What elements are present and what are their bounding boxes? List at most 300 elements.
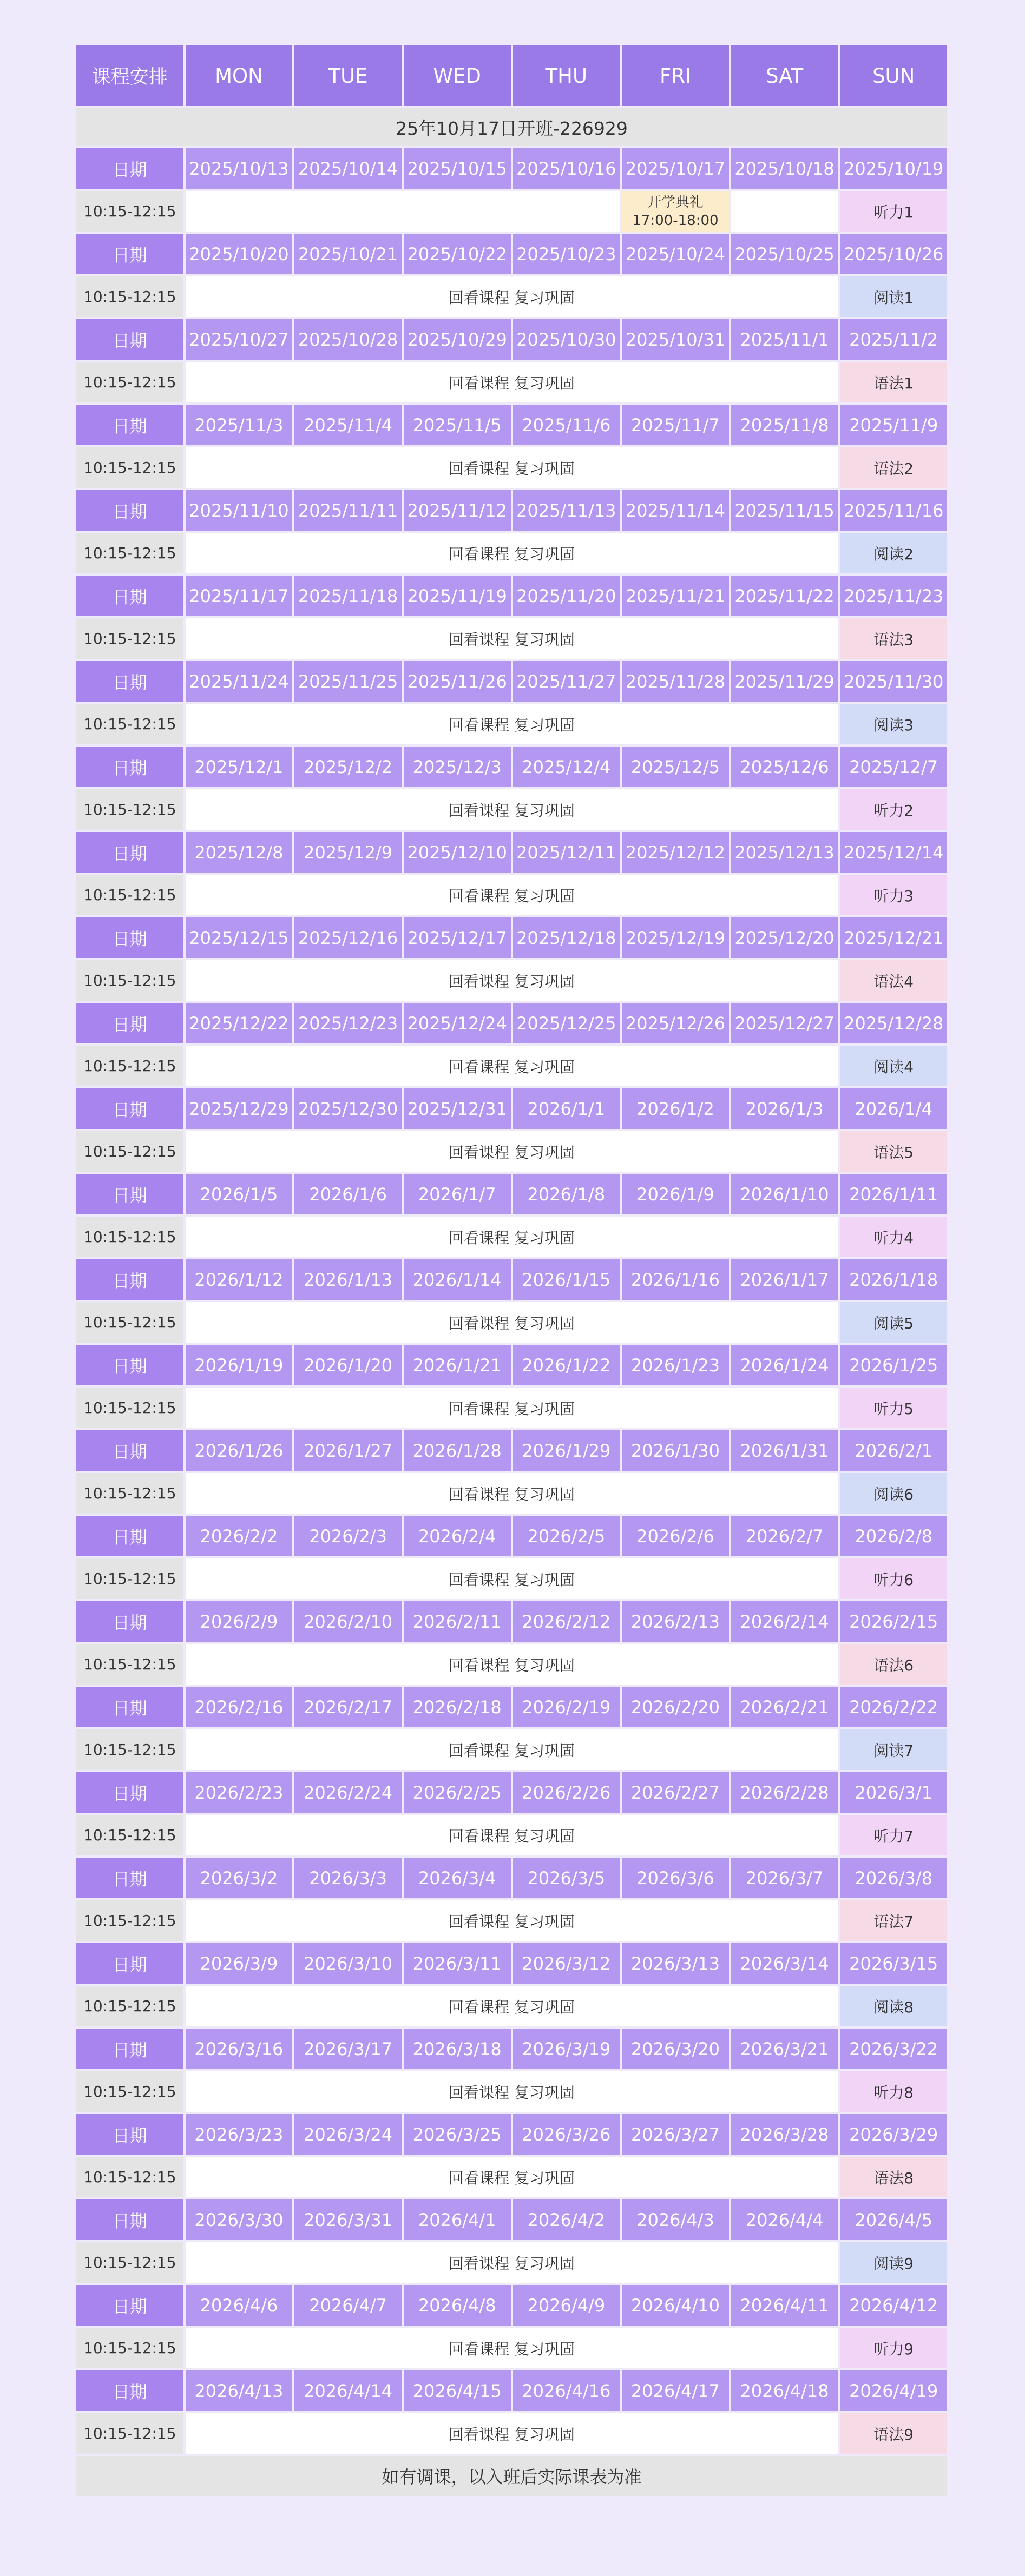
date-row-label: 日期 [76, 2199, 183, 2240]
date-cell: 2026/3/2 [186, 1858, 293, 1898]
review-cell: 回看课程 复习巩固 [186, 1046, 838, 1086]
date-cell: 2026/1/18 [840, 1259, 947, 1300]
date-cell: 2025/12/24 [404, 1003, 511, 1043]
sunday-lesson: 阅读1 [840, 276, 947, 317]
date-cell: 2026/2/15 [840, 1601, 947, 1642]
date-cell: 2025/10/27 [186, 319, 293, 360]
sunday-lesson: 阅读6 [840, 1473, 947, 1514]
review-cell: 回看课程 复习巩固 [186, 1815, 838, 1855]
date-cell: 2026/1/4 [840, 1088, 947, 1129]
date-row-label: 日期 [76, 1003, 183, 1043]
time-slot-label: 10:15-12:15 [76, 960, 183, 1001]
time-slot-label: 10:15-12:15 [76, 1388, 183, 1428]
review-cell: 回看课程 复习巩固 [186, 1900, 838, 1941]
date-cell: 2025/11/15 [731, 490, 838, 531]
date-row-label: 日期 [76, 2370, 183, 2411]
date-cell: 2026/1/7 [404, 1174, 511, 1214]
date-cell: 2025/10/16 [513, 148, 620, 189]
date-cell: 2026/4/10 [622, 2285, 729, 2326]
date-cell: 2025/12/27 [731, 1003, 838, 1043]
date-cell: 2026/4/14 [294, 2370, 402, 2411]
week-lesson-row [76, 1131, 947, 1172]
date-cell: 2025/11/21 [622, 576, 729, 616]
time-slot-label: 10:15-12:15 [76, 618, 183, 659]
review-cell: 回看课程 复习巩固 [186, 2413, 838, 2454]
date-cell: 2025/11/20 [513, 576, 620, 616]
date-cell: 2026/3/7 [731, 1858, 838, 1898]
date-cell: 2026/3/1 [840, 1772, 947, 1813]
time-slot-label: 10:15-12:15 [76, 276, 183, 317]
week-date-row [76, 661, 947, 702]
date-cell: 2026/1/26 [186, 1430, 293, 1471]
date-cell: 2025/10/28 [294, 319, 402, 360]
date-cell: 2026/4/19 [840, 2370, 947, 2411]
header-corner: 课程安排 [76, 45, 183, 106]
review-cell: 回看课程 复习巩固 [186, 1558, 838, 1599]
empty-slot [186, 191, 620, 232]
time-slot-label: 10:15-12:15 [76, 1900, 183, 1941]
review-cell: 回看课程 复习巩固 [186, 789, 838, 830]
date-cell: 2026/4/4 [731, 2199, 838, 2240]
week-date-row [76, 917, 947, 958]
sunday-lesson: 语法3 [840, 618, 947, 659]
date-row-label: 日期 [76, 1943, 183, 1984]
week-date-row [76, 234, 947, 274]
sunday-lesson: 阅读9 [840, 2242, 947, 2283]
sunday-lesson: 阅读2 [840, 533, 947, 573]
time-slot-label: 10:15-12:15 [76, 1729, 183, 1770]
time-slot-label: 10:15-12:15 [76, 2413, 183, 2454]
date-cell: 2025/12/28 [840, 1003, 947, 1043]
date-cell: 2026/1/24 [731, 1345, 838, 1385]
week-date-row [76, 747, 947, 787]
date-cell: 2025/12/12 [622, 832, 729, 873]
time-slot-label: 10:15-12:15 [76, 1046, 183, 1086]
time-slot-label: 10:15-12:15 [76, 2242, 183, 2283]
date-cell: 2026/2/16 [186, 1687, 293, 1727]
date-cell: 2025/10/18 [731, 148, 838, 189]
date-row-label: 日期 [76, 1345, 183, 1385]
date-cell: 2026/4/3 [622, 2199, 729, 2240]
date-row-label: 日期 [76, 148, 183, 189]
sunday-lesson: 阅读3 [840, 704, 947, 744]
week-lesson-row [76, 533, 947, 573]
week-date-row [76, 2285, 947, 2326]
date-cell: 2025/11/25 [294, 661, 402, 702]
date-cell: 2026/2/14 [731, 1601, 838, 1642]
date-cell: 2026/3/27 [622, 2114, 729, 2155]
time-slot-label: 10:15-12:15 [76, 2328, 183, 2368]
week-lesson-row [76, 191, 947, 232]
date-cell: 2026/4/17 [622, 2370, 729, 2411]
date-cell: 2025/12/20 [731, 917, 838, 958]
date-cell: 2025/11/14 [622, 490, 729, 531]
week-lesson-row [76, 1046, 947, 1086]
date-cell: 2026/2/9 [186, 1601, 293, 1642]
date-cell: 2026/4/5 [840, 2199, 947, 2240]
date-cell: 2025/10/17 [622, 148, 729, 189]
week-date-row [76, 1259, 947, 1300]
week-date-row [76, 1430, 947, 1471]
date-cell: 2026/3/24 [294, 2114, 402, 2155]
date-cell: 2026/2/13 [622, 1601, 729, 1642]
review-cell: 回看课程 复习巩固 [186, 276, 838, 317]
week-date-row [76, 576, 947, 616]
date-row-label: 日期 [76, 405, 183, 445]
date-cell: 2026/2/11 [404, 1601, 511, 1642]
date-cell: 2026/2/2 [186, 1516, 293, 1556]
week-date-row [76, 1174, 947, 1214]
date-cell: 2026/3/5 [513, 1858, 620, 1898]
time-slot-label: 10:15-12:15 [76, 362, 183, 402]
time-slot-label: 10:15-12:15 [76, 1644, 183, 1685]
date-row-label: 日期 [76, 1601, 183, 1642]
date-cell: 2026/1/11 [840, 1174, 947, 1214]
date-cell: 2025/11/16 [840, 490, 947, 531]
date-cell: 2026/3/20 [622, 2029, 729, 2069]
week-lesson-row [76, 1986, 947, 2026]
date-cell: 2025/12/30 [294, 1088, 402, 1129]
week-lesson-row [76, 1815, 947, 1855]
sunday-lesson: 听力9 [840, 2328, 947, 2368]
date-cell: 2025/10/21 [294, 234, 402, 274]
date-cell: 2026/4/15 [404, 2370, 511, 2411]
date-cell: 2026/3/21 [731, 2029, 838, 2069]
week-date-row [76, 1687, 947, 1727]
date-cell: 2026/2/12 [513, 1601, 620, 1642]
date-cell: 2026/3/23 [186, 2114, 293, 2155]
week-lesson-row [76, 276, 947, 317]
date-cell: 2026/3/13 [622, 1943, 729, 1984]
date-row-label: 日期 [76, 2114, 183, 2155]
date-cell: 2025/11/3 [186, 405, 293, 445]
date-cell: 2026/1/8 [513, 1174, 620, 1214]
ceremony-title: 开学典礼 [647, 194, 704, 210]
date-cell: 2025/11/30 [840, 661, 947, 702]
date-cell: 2025/11/24 [186, 661, 293, 702]
date-cell: 2025/11/28 [622, 661, 729, 702]
sunday-lesson: 听力8 [840, 2071, 947, 2112]
date-row-label: 日期 [76, 832, 183, 873]
date-cell: 2026/3/14 [731, 1943, 838, 1984]
date-row-label: 日期 [76, 747, 183, 787]
review-cell: 回看课程 复习巩固 [186, 2242, 838, 2283]
date-cell: 2026/2/6 [622, 1516, 729, 1556]
review-cell: 回看课程 复习巩固 [186, 960, 838, 1001]
sunday-lesson: 听力6 [840, 1558, 947, 1599]
sunday-lesson: 听力1 [840, 191, 947, 232]
date-cell: 2025/12/3 [404, 747, 511, 787]
date-cell: 2026/1/10 [731, 1174, 838, 1214]
week-lesson-row [76, 1217, 947, 1257]
date-cell: 2025/10/23 [513, 234, 620, 274]
time-slot-label: 10:15-12:15 [76, 2157, 183, 2197]
date-cell: 2025/11/10 [186, 490, 293, 531]
date-cell: 2026/2/17 [294, 1687, 402, 1727]
date-cell: 2026/1/19 [186, 1345, 293, 1385]
sunday-lesson: 阅读4 [840, 1046, 947, 1086]
date-cell: 2025/10/26 [840, 234, 947, 274]
date-cell: 2026/1/22 [513, 1345, 620, 1385]
date-cell: 2025/12/14 [840, 832, 947, 873]
date-cell: 2025/11/18 [294, 576, 402, 616]
date-cell: 2025/10/22 [404, 234, 511, 274]
date-cell: 2026/2/4 [404, 1516, 511, 1556]
date-cell: 2026/1/25 [840, 1345, 947, 1385]
date-cell: 2025/12/29 [186, 1088, 293, 1129]
time-slot-label: 10:15-12:15 [76, 447, 183, 488]
date-cell: 2025/11/1 [731, 319, 838, 360]
date-cell: 2026/3/19 [513, 2029, 620, 2069]
date-cell: 2026/3/8 [840, 1858, 947, 1898]
class-title: 25年10月17日开班-226929 [76, 108, 947, 146]
date-cell: 2026/4/11 [731, 2285, 838, 2326]
sunday-lesson: 语法7 [840, 1900, 947, 1941]
date-cell: 2025/12/8 [186, 832, 293, 873]
header-day-mon: MON [186, 45, 293, 106]
sunday-lesson: 听力3 [840, 875, 947, 915]
review-cell: 回看课程 复习巩固 [186, 1131, 838, 1172]
time-slot-label: 10:15-12:15 [76, 1815, 183, 1855]
week-lesson-row [76, 2413, 947, 2454]
review-cell: 回看课程 复习巩固 [186, 1388, 838, 1428]
week-lesson-row [76, 1473, 947, 1514]
date-cell: 2025/12/4 [513, 747, 620, 787]
date-cell: 2025/11/7 [622, 405, 729, 445]
review-cell: 回看课程 复习巩固 [186, 362, 838, 402]
date-cell: 2026/4/6 [186, 2285, 293, 2326]
review-cell: 回看课程 复习巩固 [186, 2071, 838, 2112]
review-cell: 回看课程 复习巩固 [186, 1729, 838, 1770]
opening-ceremony-cell [622, 191, 729, 232]
week-lesson-row [76, 1302, 947, 1343]
date-cell: 2026/3/6 [622, 1858, 729, 1898]
date-row-label: 日期 [76, 1430, 183, 1471]
date-cell: 2025/11/29 [731, 661, 838, 702]
date-cell: 2026/1/17 [731, 1259, 838, 1300]
date-row-label: 日期 [76, 2285, 183, 2326]
time-slot-label: 10:15-12:15 [76, 1302, 183, 1343]
time-slot-label: 10:15-12:15 [76, 1473, 183, 1514]
date-row-label: 日期 [76, 1516, 183, 1556]
date-cell: 2026/3/11 [404, 1943, 511, 1984]
date-cell: 2026/2/7 [731, 1516, 838, 1556]
date-cell: 2026/2/26 [513, 1772, 620, 1813]
week-date-row [76, 490, 947, 531]
date-cell: 2025/11/27 [513, 661, 620, 702]
week-lesson-row [76, 447, 947, 488]
review-cell: 回看课程 复习巩固 [186, 1986, 838, 2026]
date-cell: 2025/10/24 [622, 234, 729, 274]
date-cell: 2026/4/16 [513, 2370, 620, 2411]
date-cell: 2026/2/19 [513, 1687, 620, 1727]
footer-row [76, 2456, 947, 2496]
date-cell: 2026/3/31 [294, 2199, 402, 2240]
date-cell: 2025/10/29 [404, 319, 511, 360]
date-cell: 2025/12/2 [294, 747, 402, 787]
time-slot-label: 10:15-12:15 [76, 1131, 183, 1172]
date-cell: 2025/11/26 [404, 661, 511, 702]
week-lesson-row [76, 1558, 947, 1599]
week-date-row [76, 405, 947, 445]
header-day-thu: THU [513, 45, 620, 106]
review-cell: 回看课程 复习巩固 [186, 875, 838, 915]
date-row-label: 日期 [76, 490, 183, 531]
date-cell: 2026/1/9 [622, 1174, 729, 1214]
date-cell: 2026/1/12 [186, 1259, 293, 1300]
date-cell: 2026/1/29 [513, 1430, 620, 1471]
review-cell: 回看课程 复习巩固 [186, 447, 838, 488]
date-cell: 2026/3/26 [513, 2114, 620, 2155]
date-cell: 2025/10/15 [404, 148, 511, 189]
date-cell: 2026/1/15 [513, 1259, 620, 1300]
time-slot-label: 10:15-12:15 [76, 1217, 183, 1257]
date-cell: 2026/3/12 [513, 1943, 620, 1984]
empty-slot [731, 191, 838, 232]
sunday-lesson: 语法8 [840, 2157, 947, 2197]
date-cell: 2025/10/14 [294, 148, 402, 189]
date-cell: 2026/3/28 [731, 2114, 838, 2155]
footer-note: 如有调课，以入班后实际课表为准 [76, 2456, 947, 2496]
time-slot-label: 10:15-12:15 [76, 1986, 183, 2026]
date-cell: 2026/3/3 [294, 1858, 402, 1898]
week-lesson-row [76, 1388, 947, 1428]
date-cell: 2025/10/30 [513, 319, 620, 360]
week-lesson-row [76, 618, 947, 659]
date-cell: 2026/3/9 [186, 1943, 293, 1984]
date-cell: 2026/2/22 [840, 1687, 947, 1727]
date-cell: 2026/2/24 [294, 1772, 402, 1813]
date-cell: 2026/4/18 [731, 2370, 838, 2411]
review-cell: 回看课程 复习巩固 [186, 2157, 838, 2197]
date-cell: 2025/11/11 [294, 490, 402, 531]
sunday-lesson: 听力2 [840, 789, 947, 830]
date-cell: 2026/1/14 [404, 1259, 511, 1300]
date-cell: 2026/3/17 [294, 2029, 402, 2069]
review-cell: 回看课程 复习巩固 [186, 618, 838, 659]
date-cell: 2025/12/9 [294, 832, 402, 873]
date-cell: 2026/2/10 [294, 1601, 402, 1642]
date-cell: 2026/1/21 [404, 1345, 511, 1385]
date-cell: 2025/11/9 [840, 405, 947, 445]
date-cell: 2025/12/6 [731, 747, 838, 787]
date-row-label: 日期 [76, 661, 183, 702]
date-cell: 2026/1/28 [404, 1430, 511, 1471]
header-day-tue: TUE [294, 45, 402, 106]
date-cell: 2026/1/2 [622, 1088, 729, 1129]
time-slot-label: 10:15-12:15 [76, 704, 183, 744]
header-day-sat: SAT [731, 45, 838, 106]
date-cell: 2025/12/19 [622, 917, 729, 958]
week-date-row [76, 148, 947, 189]
time-slot-label: 10:15-12:15 [76, 191, 183, 232]
date-cell: 2025/12/23 [294, 1003, 402, 1043]
date-cell: 2025/12/18 [513, 917, 620, 958]
date-cell: 2026/2/21 [731, 1687, 838, 1727]
date-cell: 2026/3/30 [186, 2199, 293, 2240]
date-cell: 2025/12/22 [186, 1003, 293, 1043]
week-date-row [76, 2114, 947, 2155]
date-cell: 2025/11/8 [731, 405, 838, 445]
time-slot-label: 10:15-12:15 [76, 875, 183, 915]
date-cell: 2026/3/15 [840, 1943, 947, 1984]
date-cell: 2026/2/8 [840, 1516, 947, 1556]
date-cell: 2026/2/3 [294, 1516, 402, 1556]
ceremony-time: 17:00-18:00 [632, 212, 719, 229]
schedule-body [76, 108, 947, 2454]
date-cell: 2026/4/8 [404, 2285, 511, 2326]
week-lesson-row [76, 1729, 947, 1770]
header-day-sun: SUN [840, 45, 947, 106]
date-cell: 2025/12/16 [294, 917, 402, 958]
date-cell: 2025/11/22 [731, 576, 838, 616]
date-row-label: 日期 [76, 2029, 183, 2069]
date-cell: 2026/2/18 [404, 1687, 511, 1727]
date-cell: 2026/4/1 [404, 2199, 511, 2240]
date-cell: 2025/10/31 [622, 319, 729, 360]
week-date-row [76, 1516, 947, 1556]
date-cell: 2026/3/22 [840, 2029, 947, 2069]
date-cell: 2025/10/13 [186, 148, 293, 189]
date-cell: 2025/11/13 [513, 490, 620, 531]
date-cell: 2025/12/15 [186, 917, 293, 958]
date-cell: 2025/12/17 [404, 917, 511, 958]
week-lesson-row [76, 875, 947, 915]
review-cell: 回看课程 复习巩固 [186, 1217, 838, 1257]
date-cell: 2025/11/17 [186, 576, 293, 616]
week-date-row [76, 1943, 947, 1984]
review-cell: 回看课程 复习巩固 [186, 2328, 838, 2368]
date-row-label: 日期 [76, 917, 183, 958]
date-cell: 2025/12/10 [404, 832, 511, 873]
date-cell: 2025/11/12 [404, 490, 511, 531]
date-row-label: 日期 [76, 319, 183, 360]
sunday-lesson: 阅读5 [840, 1302, 947, 1343]
date-row-label: 日期 [76, 234, 183, 274]
date-cell: 2026/3/16 [186, 2029, 293, 2069]
date-cell: 2025/10/20 [186, 234, 293, 274]
sunday-lesson: 语法6 [840, 1644, 947, 1685]
sunday-lesson: 语法5 [840, 1131, 947, 1172]
header-day-fri: FRI [622, 45, 729, 106]
date-cell: 2026/4/2 [513, 2199, 620, 2240]
date-cell: 2025/10/25 [731, 234, 838, 274]
date-cell: 2026/4/9 [513, 2285, 620, 2326]
date-cell: 2026/1/5 [186, 1174, 293, 1214]
sunday-lesson: 阅读8 [840, 1986, 947, 2026]
week-date-row [76, 1345, 947, 1385]
review-cell: 回看课程 复习巩固 [186, 1473, 838, 1514]
week-date-row [76, 1772, 947, 1813]
date-cell: 2026/2/20 [622, 1687, 729, 1727]
date-cell: 2026/1/3 [731, 1088, 838, 1129]
date-cell: 2026/2/1 [840, 1430, 947, 1471]
week-date-row [76, 1088, 947, 1129]
date-cell: 2025/11/2 [840, 319, 947, 360]
week-lesson-row [76, 960, 947, 1001]
sunday-lesson: 语法9 [840, 2413, 947, 2454]
date-cell: 2026/1/16 [622, 1259, 729, 1300]
date-cell: 2026/2/28 [731, 1772, 838, 1813]
date-row-label: 日期 [76, 1687, 183, 1727]
date-cell: 2025/11/4 [294, 405, 402, 445]
date-cell: 2026/1/13 [294, 1259, 402, 1300]
date-cell: 2025/12/11 [513, 832, 620, 873]
sunday-lesson: 听力7 [840, 1815, 947, 1855]
header-row [76, 45, 947, 106]
date-row-label: 日期 [76, 1088, 183, 1129]
week-lesson-row [76, 704, 947, 744]
